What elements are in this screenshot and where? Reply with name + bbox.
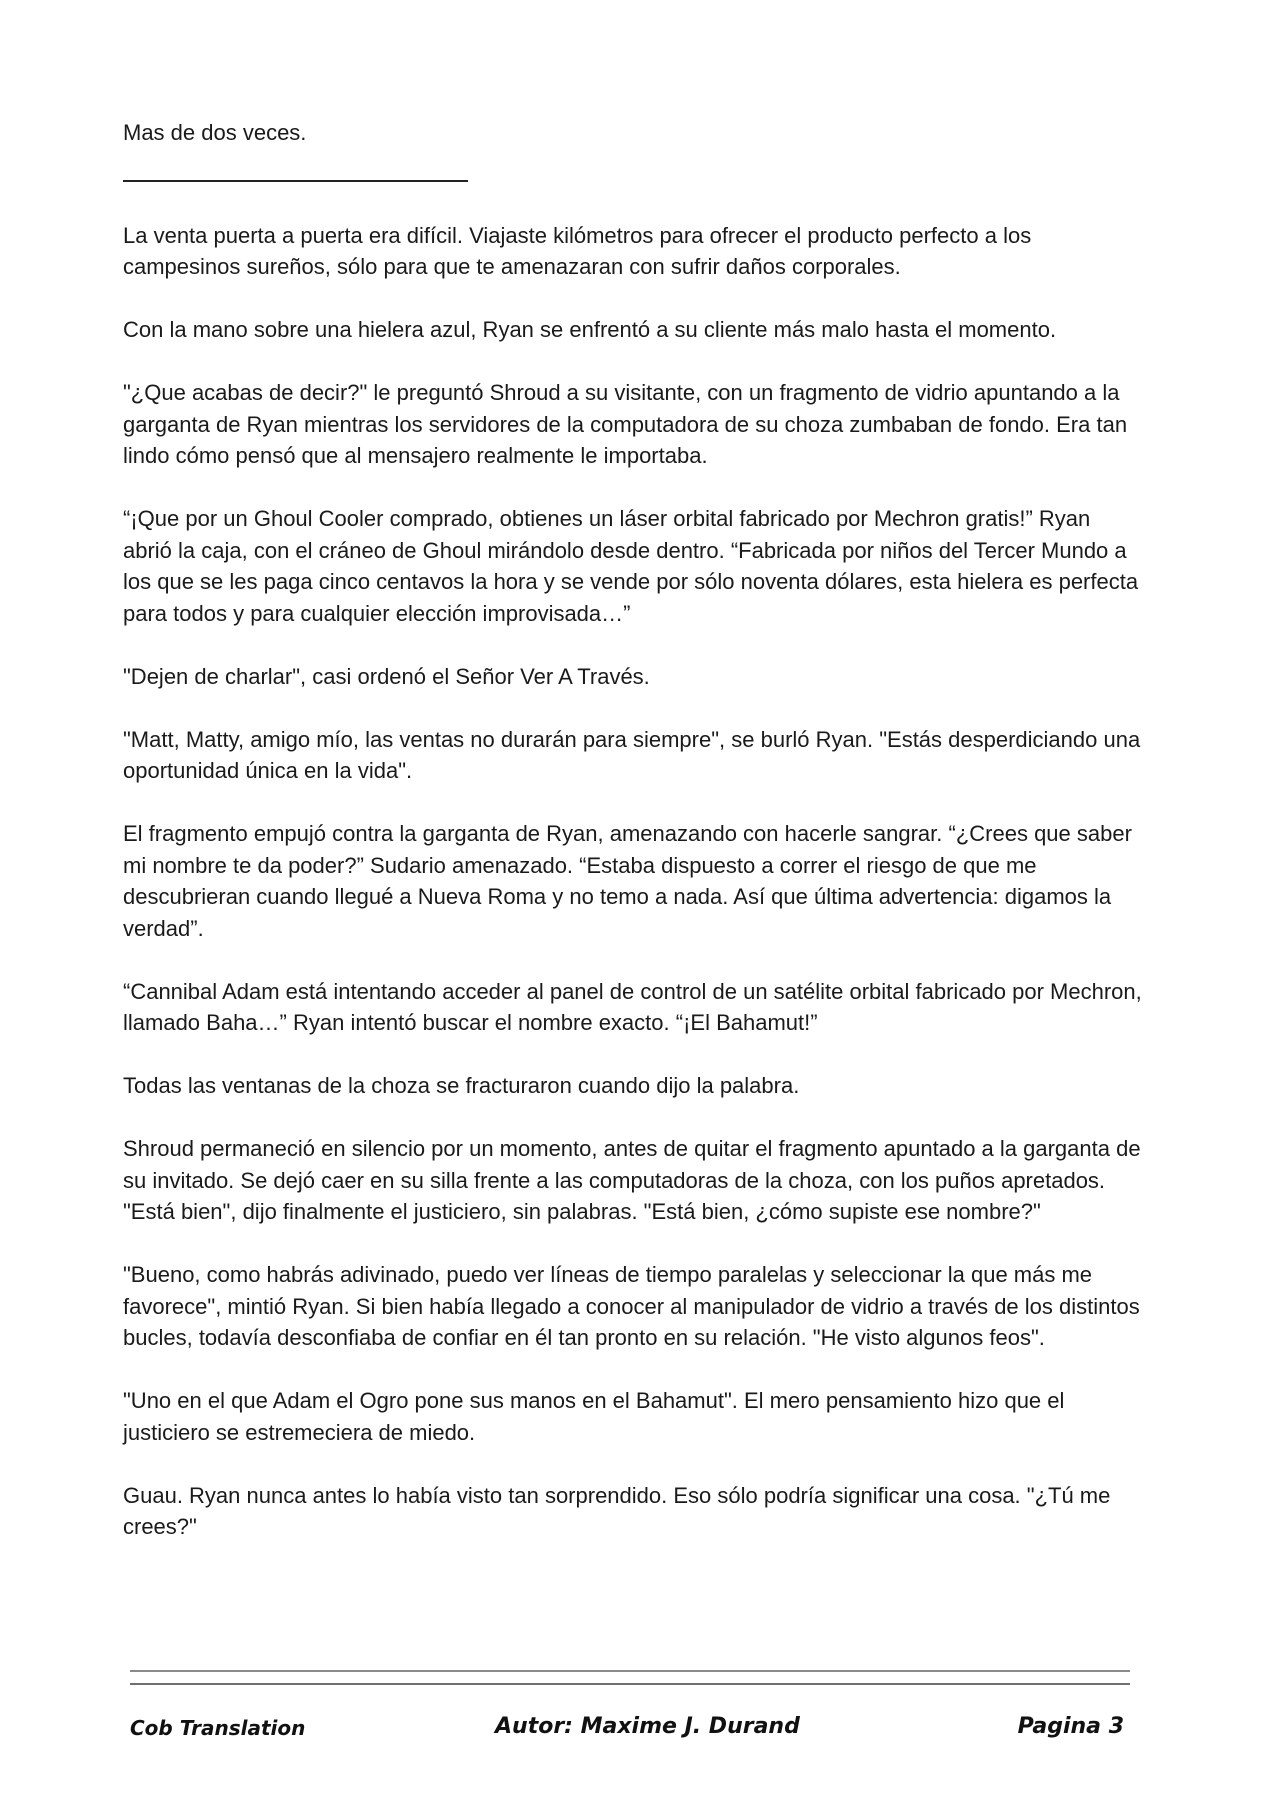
paragraph: La venta puerta a puerta era difícil. Viajaste kilómetros para ofrecer el producto perfecto a los campesinos sureños, sólo para que te amenazaran con sufrir daños corporales. — [123, 222, 1032, 279]
footer-translator: Cob Translation — [130, 1716, 306, 1740]
paragraph: Todas las ventanas de la choza se fracturaron cuando dijo la palabra. — [123, 1073, 800, 1098]
paragraph: Shroud permaneció en silencio por un momento, antes de quitar el fragmento apuntado a la garganta de su invitado. Se dejó caer en su silla frente a las computadoras de la choza, con los puños apretados. "Está bien", dijo finalmente el justiciero, sin palabras. "Está bien, ¿cómo supiste ese nombre?" — [123, 1136, 1141, 1224]
paragraph: Mas de dos veces. — [123, 120, 307, 145]
paragraph: "¿Que acabas de decir?" le preguntó Shroud a su visitante, con un fragmento de vidrio apuntando a la garganta de Ryan mientras los servidores de la computadora de su choza zumbaban de fondo. Era tan lindo cómo pensó que al mensajero realmente le importaba. — [123, 380, 1128, 468]
paragraph: El fragmento empujó contra la garganta de Ryan, amenazando con hacerle sangrar. “¿Crees que saber mi nombre te da poder?” Sudario amenazado. “Estaba dispuesto a correr el riesgo de que me descubrieran cuando llegué a Nueva Roma y no temo a nada. Así que última advertencia: digamos la verdad”. — [123, 821, 1132, 941]
page-footer — [130, 1712, 1130, 1746]
footer-page-number: Pagina 3 — [1017, 1714, 1124, 1739]
paragraph: “Cannibal Adam está intentando acceder al panel de control de un satélite orbital fabricado por Mechron, llamado Baha…” Ryan intentó buscar el nombre exacto. “¡El Bahamut!” — [123, 978, 1142, 1035]
paragraph: Con la mano sobre una hielera azul, Ryan se enfrentó a su cliente más malo hasta el momento. — [123, 317, 1057, 342]
footer-rule-bottom — [130, 1683, 1130, 1685]
body-text — [123, 117, 1143, 1574]
scene-break-line — [123, 180, 468, 182]
paragraph: Guau. Ryan nunca antes lo había visto tan sorprendido. Eso sólo podría significar una cosa. "¿Tú me crees?" — [123, 1482, 1111, 1539]
footer-divider — [130, 1670, 1130, 1685]
paragraph: "Matt, Matty, amigo mío, las ventas no durarán para siempre", se burló Ryan. "Estás desperdiciando una oportunidad única en la vida". — [123, 726, 1141, 783]
paragraph: "Dejen de charlar", casi ordenó el Señor Ver A Través. — [123, 663, 650, 689]
paragraph: “¡Que por un Ghoul Cooler comprado, obtienes un láser orbital fabricado por Mechron gratis!” Ryan abrió la caja, con el cráneo de Ghoul mirándolo desde dentro. “Fabricada por niños del Tercer Mundo a los que se les paga cinco centavos la hora y se vende por sólo noventa dólares, esta hielera es perfecta para todos y para cualquier elección improvisada…” — [123, 506, 1139, 626]
footer-rule-top — [130, 1670, 1130, 1672]
footer-author: Autor: Maxime J. Durand — [495, 1714, 800, 1739]
paragraph: "Bueno, como habrás adivinado, puedo ver líneas de tiempo paralelas y seleccionar la que más me favorece", mintió Ryan. Si bien había llegado a conocer al manipulador de vidrio a través de los distintos bucles, todavía desconfiaba de confiar en él tan pronto en su relación. "He visto algunos feos". — [123, 1262, 1140, 1350]
paragraph: "Uno en el que Adam el Ogro pone sus manos en el Bahamut". El mero pensamiento hizo que el justiciero se estremeciera de miedo. — [123, 1388, 1065, 1445]
